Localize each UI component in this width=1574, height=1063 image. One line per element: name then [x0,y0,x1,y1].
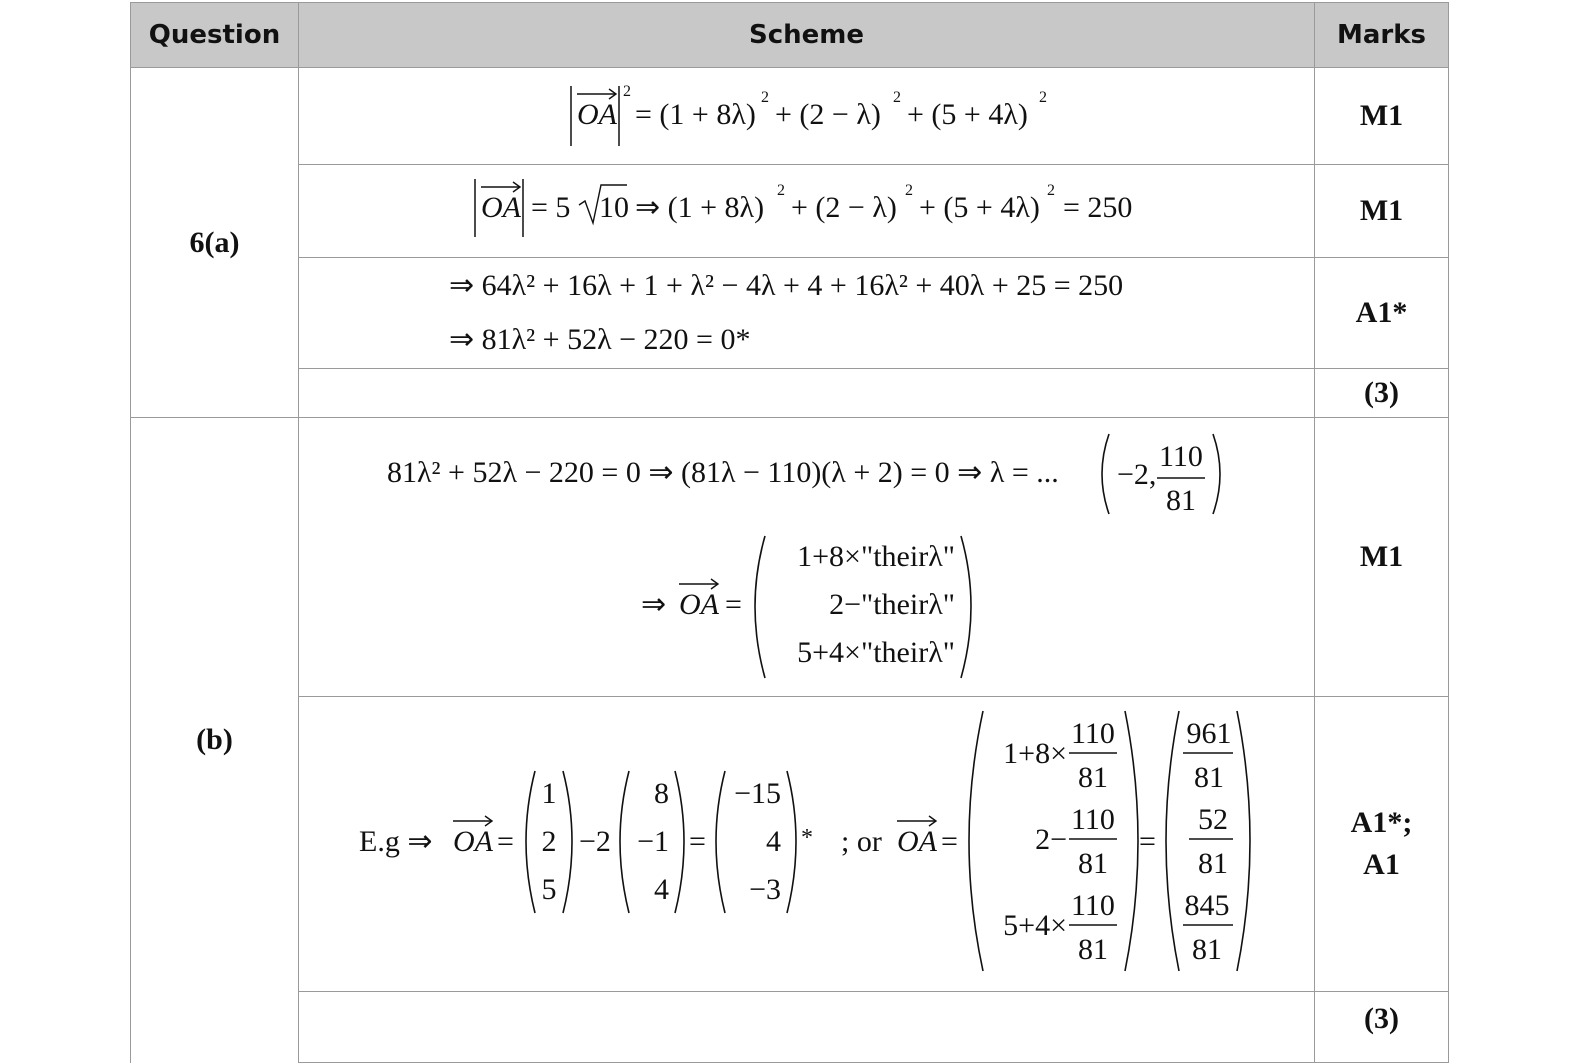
svg-text:OA: OA [577,98,617,131]
b1-factorise-text: 81λ² + 52λ − 220 = 0 ⇒ (81λ − 110)(λ + 2) = 0 ⇒ λ = ... [387,456,1059,489]
b1-implies: ⇒ [641,588,667,621]
table-row [131,68,1449,165]
b1-lambda-value: −2, [1117,458,1157,491]
b2-or: ; or [841,825,882,858]
b2-equals3: = [941,825,958,858]
b2-pre-r2: 2− [1035,823,1067,856]
svg-text:2: 2 [623,83,631,100]
table-row [131,369,1449,418]
b2-vec-name-2: OA [897,825,937,858]
b2-frac3-num: 110 [1071,889,1115,922]
b2-equals: = [497,825,514,858]
mark-scheme-sheet [130,2,1448,1035]
b2-v1-r2: 2 [541,825,557,858]
b2-minus2: −2 [579,825,611,858]
svg-text:+ (2 − λ): + (2 − λ) [791,191,897,224]
b2-frac3-den: 81 [1078,933,1108,966]
scheme-cell [299,165,1315,258]
b2-res-den-3: 81 [1192,933,1222,966]
scheme-cell [299,68,1315,165]
mark-cell: A1* [1315,258,1449,369]
svg-text:+ (5 + 4λ): + (5 + 4λ) [919,191,1040,224]
svg-text:2: 2 [761,89,769,106]
scheme-cell [299,697,1315,992]
scheme-a2-equation [299,165,1315,249]
svg-text:10: 10 [599,191,629,224]
b2-pre-r3: 5+4× [1003,909,1067,942]
b2-res-den-2: 81 [1198,847,1228,880]
svg-text:+ (2 − λ): + (2 − λ) [775,98,881,131]
scheme-a3-line2: ⇒ 81λ² + 52λ − 220 = 0* [449,323,751,356]
b2-frac2-num: 110 [1071,803,1115,836]
b1-vec-row3: 5+4×"theirλ" [797,636,955,669]
b1-vec-row2: 2−"theirλ" [829,588,955,621]
header-marks: Marks [1315,3,1449,68]
header-scheme: Scheme [299,3,1315,68]
mark-cell [1315,697,1449,992]
b2-vec-name: OA [453,825,493,858]
svg-text:2: 2 [905,182,913,199]
table-row [131,418,1449,697]
b2-v2-r3: 4 [654,873,669,906]
b2-v2-r2: −1 [637,825,669,858]
svg-text:2: 2 [1039,89,1047,106]
b2-frac1-num: 110 [1071,717,1115,750]
svg-text:+ (5 + 4λ): + (5 + 4λ) [907,98,1028,131]
mark-total-b: (3) [1315,992,1449,1063]
b2-res-num-3: 845 [1184,889,1230,922]
b1-frac-num: 110 [1159,440,1203,473]
header-row [131,3,1449,68]
mark-cell: M1 [1315,68,1449,165]
svg-text:= 250: = 250 [1063,191,1133,224]
scheme-cell [299,258,1315,369]
mark-cell: M1 [1315,165,1449,258]
mark-cell: M1 [1315,418,1449,697]
b2-v2-r1: 8 [654,777,669,810]
svg-text:OA: OA [481,191,521,224]
mark-total-a: (3) [1315,369,1449,418]
scheme-cell-empty [299,992,1315,1063]
b2-pre-r1: 1+8× [1003,737,1067,770]
table-row [131,258,1449,369]
scheme-cell [299,418,1315,697]
table-row [131,697,1449,992]
b2-eg: E.g ⇒ [359,825,433,858]
b2-star: * [801,825,813,851]
scheme-a3-line1: ⇒ 64λ² + 16λ + 1 + λ² − 4λ + 4 + 16λ² + 40λ + 25 = 250 [449,269,1124,302]
b2-res-num-2: 52 [1198,803,1228,836]
table-row [131,165,1449,258]
b2-res-num-1: 961 [1186,717,1232,750]
b1-equals: = [725,588,742,621]
b2-v1-r1: 1 [541,777,557,810]
question-label-b: (b) [131,418,299,1063]
svg-text:⇒ (1 + 8λ): ⇒ (1 + 8λ) [635,191,765,224]
question-label-6a: 6(a) [131,68,299,418]
scheme-b2-working [299,697,1315,983]
scheme-cell-empty [299,369,1315,418]
b1-vec-row1: 1+8×"theirλ" [797,540,955,573]
svg-text:= 5: = 5 [531,191,571,224]
b2-equals2: = [689,825,706,858]
svg-text:= (1 + 8λ): = (1 + 8λ) [635,98,756,131]
b1-frac-den: 81 [1166,484,1196,517]
scheme-a1-equation [299,68,1315,156]
b2-res-den-1: 81 [1194,761,1224,794]
mark-a1-star: A1*; [1350,806,1413,839]
table-row [131,992,1449,1063]
svg-text:2: 2 [1047,182,1055,199]
b1-vec-name: OA [679,588,719,621]
mark-scheme-table [130,2,1449,1063]
b2-equals4: = [1139,825,1156,858]
svg-text:2: 2 [777,182,785,199]
scheme-b1-working [299,418,1315,688]
b2-v3-r3: −3 [749,873,781,906]
b2-frac2-den: 81 [1078,847,1108,880]
b2-frac1-den: 81 [1078,761,1108,794]
b2-v1-r3: 5 [541,873,557,906]
b2-v3-r2: 4 [766,825,781,858]
mark-a1: A1 [1363,848,1400,881]
header-question: Question [131,3,299,68]
b2-v3-r1: −15 [734,777,781,810]
svg-text:2: 2 [893,89,901,106]
